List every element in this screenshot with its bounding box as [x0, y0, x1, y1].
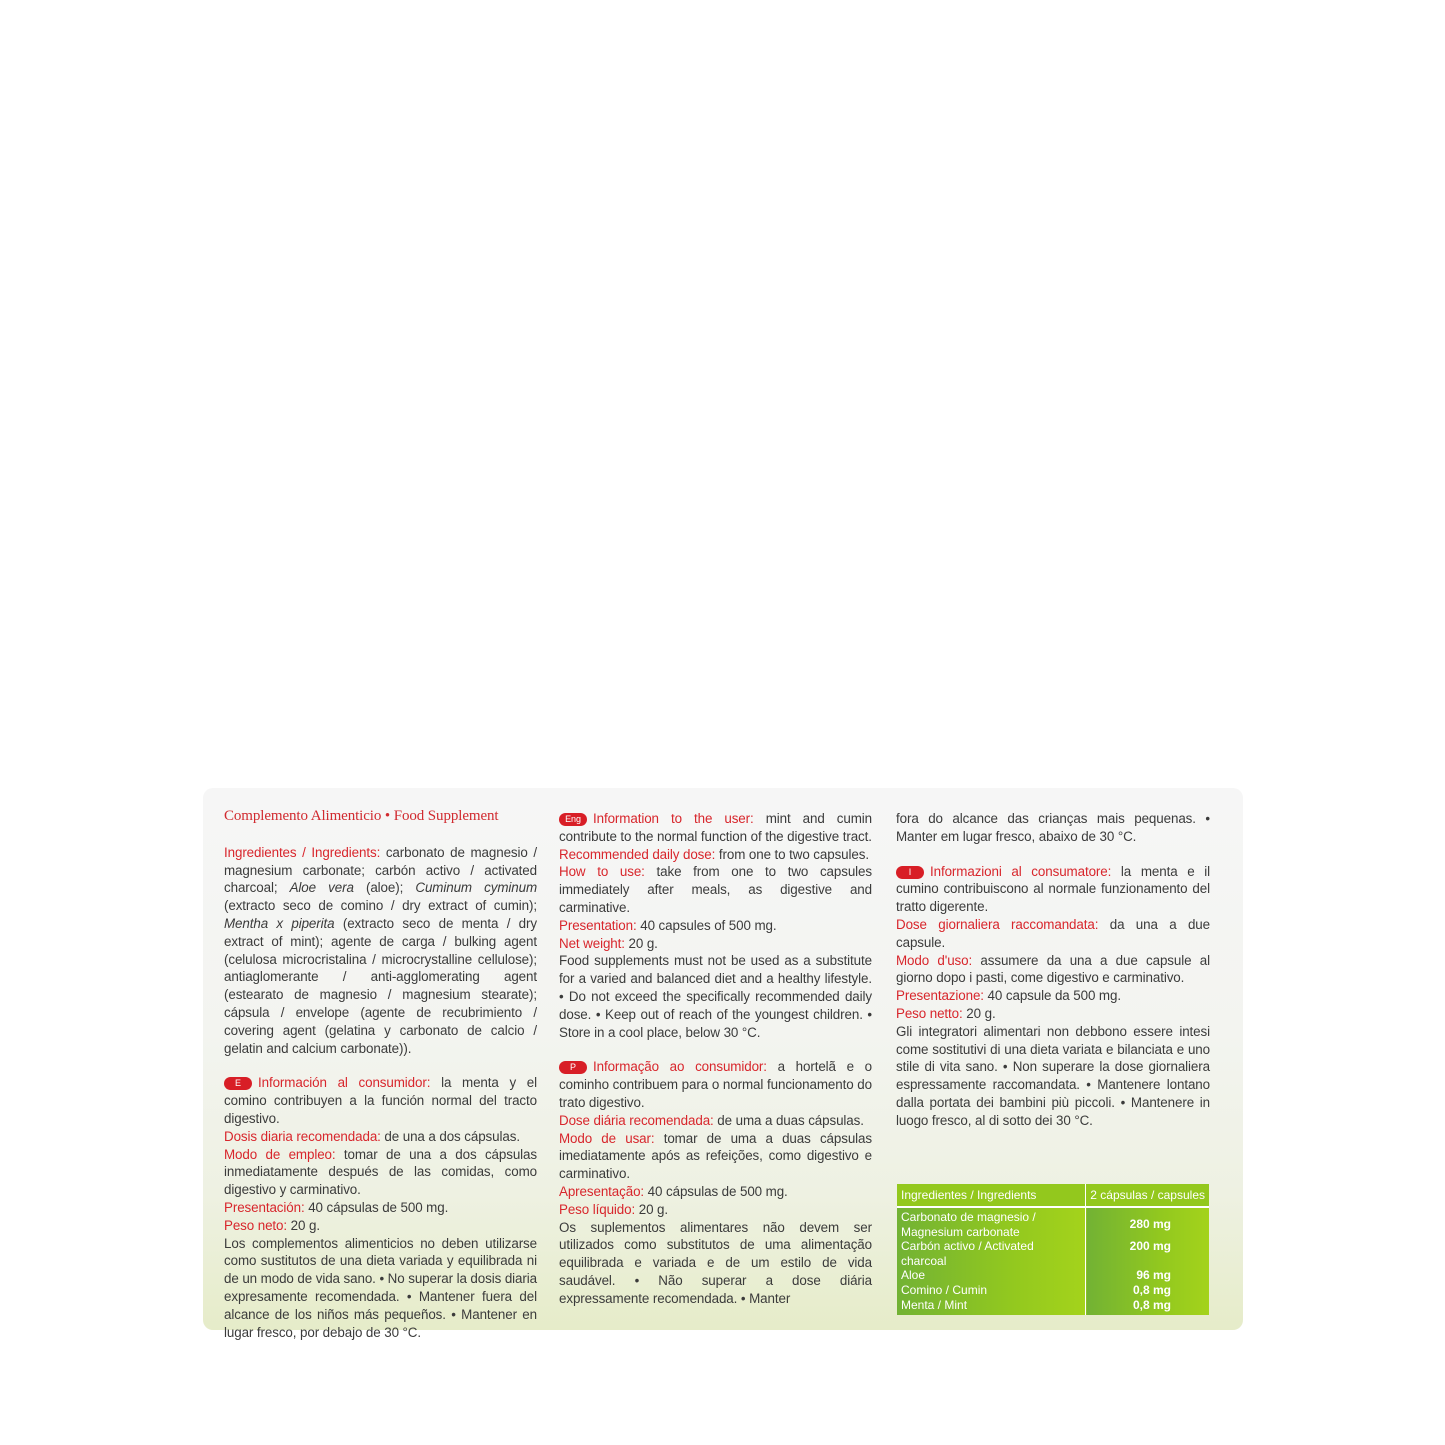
en-info-text: mint and cumin contribute to the normal function of the digestive tract. — [559, 811, 872, 844]
pt-use — [559, 1130, 872, 1183]
en-presentation — [559, 917, 872, 935]
it-info-text: la menta e il cumino contribuiscono al normale funzionamento del tratto digerente. — [896, 863, 1210, 915]
ingredients-text: carbonato de magnesio / magnesium carbonate; carbón activo / activated charcoal; — [224, 844, 537, 896]
it-dose-label: Dose giornaliera raccomandata: — [896, 916, 1099, 932]
en-pres-label: Presentation: — [559, 917, 637, 933]
es-dose-label: Dosis diaria recomendada: — [224, 1128, 381, 1144]
table-cell-name: Carbonato de magnesio / Magnesium carbonate — [897, 1207, 1086, 1239]
pt-weight-text: 20 g. — [635, 1201, 669, 1217]
uk-badge-icon: Eng — [559, 813, 587, 826]
pt-info-text: a hortelã e o cominho contribuem para o normal funcionamento do trato digestivo. — [559, 1059, 872, 1110]
en-dose-label: Recommended daily dose: — [559, 846, 716, 862]
it-info-label: Informazioni al consumatore: — [930, 863, 1112, 879]
pt-presentation — [559, 1183, 872, 1201]
pt-use-label: Modo de usar: — [559, 1130, 655, 1146]
table-row — [897, 1268, 1209, 1283]
table-cell-name: Comino / Cumin — [897, 1283, 1086, 1298]
spain-badge-icon: E — [224, 1077, 252, 1090]
pt-use-text: tomar de uma a duas cápsulas imediatamente após as refeições, como digestivo e carminativo. — [559, 1130, 872, 1182]
pt-info-label: Informação ao consumidor: — [593, 1059, 767, 1075]
table-row — [897, 1239, 1209, 1268]
pt-warning-continued: fora do alcance das crianças mais pequenas. • Manter em lugar fresco, abaixo de 30 °C. — [896, 811, 1210, 844]
table-header-dose: 2 cápsulas / capsules — [1086, 1184, 1209, 1207]
portugal-badge-icon: P — [559, 1061, 587, 1074]
en-warning: Food supplements must not be used as a substitute for a varied and balanced diet and a healthy lifestyle. • Do not exceed the specifically recommended daily dose. • Keep out of reach of the youngest children. • Store in a cool place, below 30 °C. — [559, 953, 872, 1040]
it-presentation — [896, 987, 1210, 1005]
it-pres-text: 40 capsule da 500 mg. — [983, 988, 1121, 1004]
en-use-text: take from one to two capsules immediately after meals, as digestive and carminative. — [559, 864, 872, 915]
pt-dose-label: Dose diária recomendada: — [559, 1112, 714, 1128]
es-weight-text: 20 g. — [287, 1217, 320, 1233]
ingredients-text: (aloe); — [353, 880, 416, 896]
table-cell-name: Aloe — [897, 1268, 1086, 1283]
table-row — [897, 1207, 1209, 1239]
es-dose — [224, 1128, 537, 1146]
it-dose — [896, 916, 1210, 952]
es-info — [224, 1074, 537, 1127]
pt-dose-text: de uma a duas cápsulas. — [713, 1112, 864, 1128]
pt-pres-label: Apresentação: — [559, 1183, 645, 1199]
table-cell-value: 0,8 mg — [1086, 1298, 1209, 1316]
es-use-label: Modo de empleo: — [224, 1146, 336, 1162]
table-header-row — [897, 1184, 1209, 1207]
en-weight — [559, 935, 872, 953]
table-cell-value: 96 mg — [1086, 1268, 1209, 1283]
product-title: Complemento Alimenticio • Food Supplement — [224, 808, 499, 824]
es-warning: Los complementos alimenticios no deben utilizarse como sustitutos de una dieta variada y equilibrada ni de un modo de vida sano. • No superar la dosis diaria expresamente recomendada. • Mantener fuera del alcance de los niños más pequeños. • Mantener en lugar fresco, por debajo de 30 °C. — [224, 1235, 537, 1340]
es-weight — [224, 1217, 537, 1235]
pt-weight — [559, 1201, 872, 1219]
es-presentation — [224, 1199, 537, 1217]
table-cell-value: 280 mg — [1086, 1207, 1209, 1239]
ingredients-text: (extracto seco de comino / dry extract of cumin); — [224, 898, 537, 914]
en-weight-text: 20 g. — [624, 935, 658, 951]
es-info-label: Información al consumidor: — [258, 1075, 431, 1091]
table-cell-name: Carbón activo / Activated charcoal — [897, 1239, 1086, 1268]
es-weight-label: Peso neto: — [224, 1217, 288, 1233]
column-italian — [896, 810, 1210, 1130]
table-row — [897, 1283, 1209, 1298]
table-header-ingredients: Ingredientes / Ingredients — [897, 1184, 1086, 1207]
es-pres-label: Presentación: — [224, 1199, 305, 1215]
column-english-portuguese — [559, 810, 872, 1308]
es-dose-text: de una a dos cápsulas. — [380, 1128, 520, 1144]
es-use-text: tomar de una a dos cápsulas inmediatamente después de las comidas, como digestivo y carminativo. — [224, 1146, 537, 1198]
ingredients-label: Ingredientes / Ingredients: — [224, 844, 381, 860]
en-pres-text: 40 capsules of 500 mg. — [636, 917, 777, 933]
it-dose-text: da una a due capsule. — [896, 916, 1211, 950]
table-cell-value: 200 mg — [1086, 1239, 1209, 1268]
en-dose-text: from one to two capsules. — [715, 846, 869, 862]
ingredients-paragraph — [224, 844, 537, 1058]
en-info-label: Information to the user: — [593, 811, 754, 826]
table-row — [897, 1298, 1209, 1316]
it-weight-text: 20 g. — [962, 1005, 996, 1021]
en-weight-label: Net weight: — [559, 935, 625, 951]
es-pres-text: 40 cápsulas de 500 mg. — [304, 1199, 449, 1215]
it-use-text: assumere da una a due capsule al giorno dopo i pasti, come digestivo e carminativo. — [896, 952, 1210, 986]
it-info — [896, 863, 1210, 916]
es-use — [224, 1146, 537, 1199]
cumin-name: Cuminum cyminum — [415, 880, 538, 896]
it-weight-label: Peso netto: — [896, 1005, 963, 1021]
pt-info — [559, 1058, 872, 1111]
aloe-name: Aloe vera — [289, 880, 354, 896]
table-cell-value: 0,8 mg — [1086, 1283, 1209, 1298]
table-cell-name: Menta / Mint — [897, 1298, 1086, 1316]
en-dose — [559, 846, 872, 864]
mint-name: Mentha x piperita — [224, 915, 335, 931]
en-info — [559, 810, 872, 846]
it-use — [896, 952, 1210, 988]
pt-warning: Os suplementos alimentares não devem ser utilizados como substitutos de uma alimentação equilibrada e variada e de um estilo de vida saudável. • Não superar a dose diária expressamente recomendada. • Manter — [559, 1219, 872, 1306]
column-spanish — [224, 808, 537, 1341]
italy-badge-icon: I — [896, 866, 924, 879]
pt-dose — [559, 1112, 872, 1130]
it-warning: Gli integratori alimentari non debbono essere intesi come sostitutivi di una dieta variata e bilanciata e uno stile di vita sano. • Non superare la dose giornaliera espressamente raccomandata. • Mantenere lontano dalla portata dei bambini più piccoli. • Mantenere in luogo fresco, al di sotto dei 30 °C. — [896, 1023, 1210, 1128]
it-use-label: Modo d'uso: — [896, 952, 973, 968]
es-info-text: la menta y el comino contribuyen a la función normal del tracto digestivo. — [224, 1075, 537, 1126]
label-panel — [203, 788, 1243, 1340]
it-pres-label: Presentazione: — [896, 988, 984, 1004]
nutrition-table — [897, 1184, 1209, 1315]
pt-pres-text: 40 cápsulas de 500 mg. — [644, 1183, 788, 1199]
it-weight — [896, 1005, 1210, 1023]
en-use — [559, 863, 872, 916]
pt-weight-label: Peso líquido: — [559, 1201, 636, 1217]
ingredients-text: (extracto seco de menta / dry extract of mint); agente de carga / bulking agent (celulosa microcristalina / microcrystalline cellulose); antiaglomerante / anti-agglomerating agent (estearato de magnesio / magnesium stearate); cápsula / envelope (agente de recubrimiento / covering agent (gelatina y carbonato de calcio / gelatin and calcium carbonate)). — [224, 915, 537, 1056]
en-use-label: How to use: — [559, 864, 645, 880]
